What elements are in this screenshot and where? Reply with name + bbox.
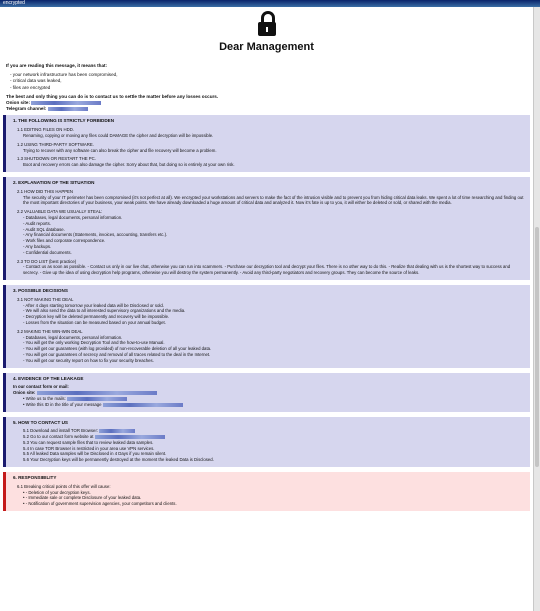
window-titlebar [0, 0, 540, 7]
contact-step: 5.5 All leaked Data samples will be Disclosed in 4 Days if you remain silent. [23, 451, 167, 457]
section-contact [3, 417, 530, 468]
list-item: - You will get the only working Decryption Tool and the how-to-use Manual. [23, 340, 165, 346]
intro-bullet: - critical data was leaked, [10, 78, 62, 84]
header [0, 7, 533, 53]
list-item: - Confidential documents. [23, 249, 72, 255]
sub-heading: 6.1 Breaking critical points of this offer will cause: [17, 483, 111, 489]
list-item: - Work files and corporate correspondence. [23, 238, 106, 244]
sub-text: The security of your IT perimeter has been compromised (it's not perfect at all). We encrypted your workstations and servers to make the fact of the intrusion visible and to prevent you from hiding critical data leaks. We spent a lot of time researching and finding out the most important directories of your business, your weak points. We have already downloaded a huge amount of critical data and analyzed it. Now it's fate is up to you, it will either be deleted or sold, or shared with the media. [23, 194, 524, 206]
list-item: - Deletion of your decryption keys. [25, 489, 91, 495]
sub-heading: 2.1 HOW DID THIS HAPPEN [17, 188, 74, 194]
list-item: - You will get our security report on how to fix your security breaches. [23, 357, 154, 363]
sub-heading: 1.1 EDITING FILES ON HDD. [17, 127, 75, 133]
intro-closing: The best and only thing you can do is to contact us to settle the matter before any losses occurs. [6, 93, 219, 99]
window-title: encrypted [3, 0, 25, 6]
redacted-link [95, 435, 165, 439]
intro-block [0, 53, 533, 115]
redacted-onion-link [31, 101, 101, 105]
redacted-link [99, 429, 135, 433]
contact-step: 5.1 Download and install TOR Browser: [23, 428, 99, 434]
redacted-email [67, 397, 127, 401]
sub-text: Trying to recover with any software can also break the cipher and file recovery will become a problem. [23, 147, 217, 153]
sub-text: Boot and recovery errors can also damage the cipher. Sorry about that, but doing so is entirely at your own risk. [23, 162, 235, 168]
intro-bullet: - files are encrypted [10, 84, 51, 90]
contact-step: 5.6 Your Decryption keys will be permanently destroyed at the moment the leaked Data is Disclosed. [23, 457, 214, 463]
list-item: - Notification of government supervision agencies, your competitors and clients. [25, 501, 177, 507]
sub-heading: 2.3 TO DO LIST (best practice) [17, 258, 77, 264]
list-item: - Databases, legal documents, personal information. [23, 214, 123, 220]
list-item: - Audit reports. [23, 220, 51, 226]
sub-heading: 3.2 MAKING THE WIN-WIN DEAL [17, 328, 83, 334]
contact-step: 5.3 You can request sample files that to review leaked data samples. [23, 439, 154, 445]
contact-step: 5.2 Go to our contact form website at [23, 434, 94, 440]
list-item: - Databases, legal documents, personal information. [23, 334, 123, 340]
list-item: - Any financial documents (Statements, invoices, accounting, transfers etc.). [23, 232, 168, 238]
section-responsibility: 6. RESPONSIBILITY 6.1 Breaking critical points of this offer will cause: • - Deletion of your decryption keys. • - Immediate sale or complete Disclosure of your leaked data. • - Notification of government supervision agencies, your competitors and clients. [3, 472, 530, 511]
evidence-intro: In our contact form or mail: [13, 384, 69, 390]
redacted-id [103, 403, 183, 407]
onion-label: Onion site: [13, 390, 36, 396]
sub-heading: 2.2 VALUABLE DATA WE USUALLY STEAL: [17, 209, 103, 215]
document-viewport [0, 7, 533, 611]
section-title: 1. THE FOLLOWING IS STRICTLY FORBIDDEN [13, 118, 115, 124]
intro-lead: If you are reading this message, it means that: [6, 63, 108, 68]
list-item: - After 4 days starting tomorrow your leaked data will be Disclosed or sold. [23, 302, 164, 308]
list-item: - You will get our guarantees of secrecy and removal of all traces related to the deal in the Internet. [23, 351, 211, 357]
redacted-onion-link [37, 391, 157, 395]
section-evidence: 4. EVIDENCE OF THE LEAKAGE In our contact form or mail: Onion site: • Write us to the mails: • Write this ID in the title of your message [3, 373, 530, 412]
section-title: 5. HOW TO CONTACT US [13, 419, 68, 425]
list-item: - We will also send the data to all interested supervisory organizations and the media. [23, 308, 186, 314]
section-explanation [3, 177, 530, 280]
scrollbar-thumb[interactable] [535, 227, 539, 467]
sub-heading: 1.2 USING THIRD-PARTY SOFTWARE. [17, 141, 94, 147]
redacted-telegram-link [48, 107, 88, 111]
write-id-text: Write this ID in the title of your message [25, 401, 102, 407]
list-item: - Losses from the situation can be measured based on your annual budget. [23, 319, 166, 325]
write-mail-text: Write us to the mails: [25, 395, 66, 401]
list-item: - Any backups. [23, 243, 52, 249]
section-title: 3. POSSIBLE DECISIONS [13, 287, 68, 293]
onion-label: Onion site: [6, 100, 30, 106]
telegram-label: Telegram channel: [6, 106, 47, 112]
page-title: Dear Management [219, 41, 314, 53]
section-title: 4. EVIDENCE OF THE LEAKAGE [13, 375, 84, 381]
list-item: - You will get our guarantees (with log provided) of non-recoverable deletion of all your leaked data. [23, 346, 212, 352]
section-title: 6. RESPONSIBILITY [13, 475, 57, 481]
section-title: 2. EXPLANATION OF THE SITUATION [13, 180, 95, 185]
contact-step: 5.4 In case TOR Browser is restricted in your area use VPN services. [23, 445, 155, 451]
section-forbidden [3, 115, 530, 172]
sub-text: - Contact us as soon as possible. - Contact us only in our live chat, otherwise you can run into scammers. - Purchase our decryption tool and decrypt your files. There is no other way to do this. - Realize that dealing with us is the shortest way to success and secrecy. - Give up the idea of using decryption help programs, otherwise you will destroy the system permanently. - Avoid any third-party negotiators and recovery groups. They can become the source of leaks. [23, 264, 511, 276]
vertical-scrollbar[interactable] [533, 7, 540, 611]
list-item: - Decryption key will be deleted permanently and recovery will be impossible. [23, 314, 170, 320]
sub-heading: 3.1 NOT MAKING THE DEAL [17, 296, 74, 302]
list-item: - Immediate sale or complete Disclosure of your leaked data. [25, 495, 142, 501]
lock-icon [254, 10, 280, 38]
sub-heading: 1.3 SHUTDOWN OR RESTART THE PC. [17, 156, 96, 162]
intro-bullet: - your network infrastructure has been compromised, [10, 72, 118, 78]
section-decisions [3, 285, 530, 368]
sub-text: Renaming, copying or moving any files could DAMAGE the cipher and decryption will be impossible. [23, 133, 214, 139]
list-item: - Audit SQL database. [23, 226, 65, 232]
intro-list [6, 72, 527, 91]
